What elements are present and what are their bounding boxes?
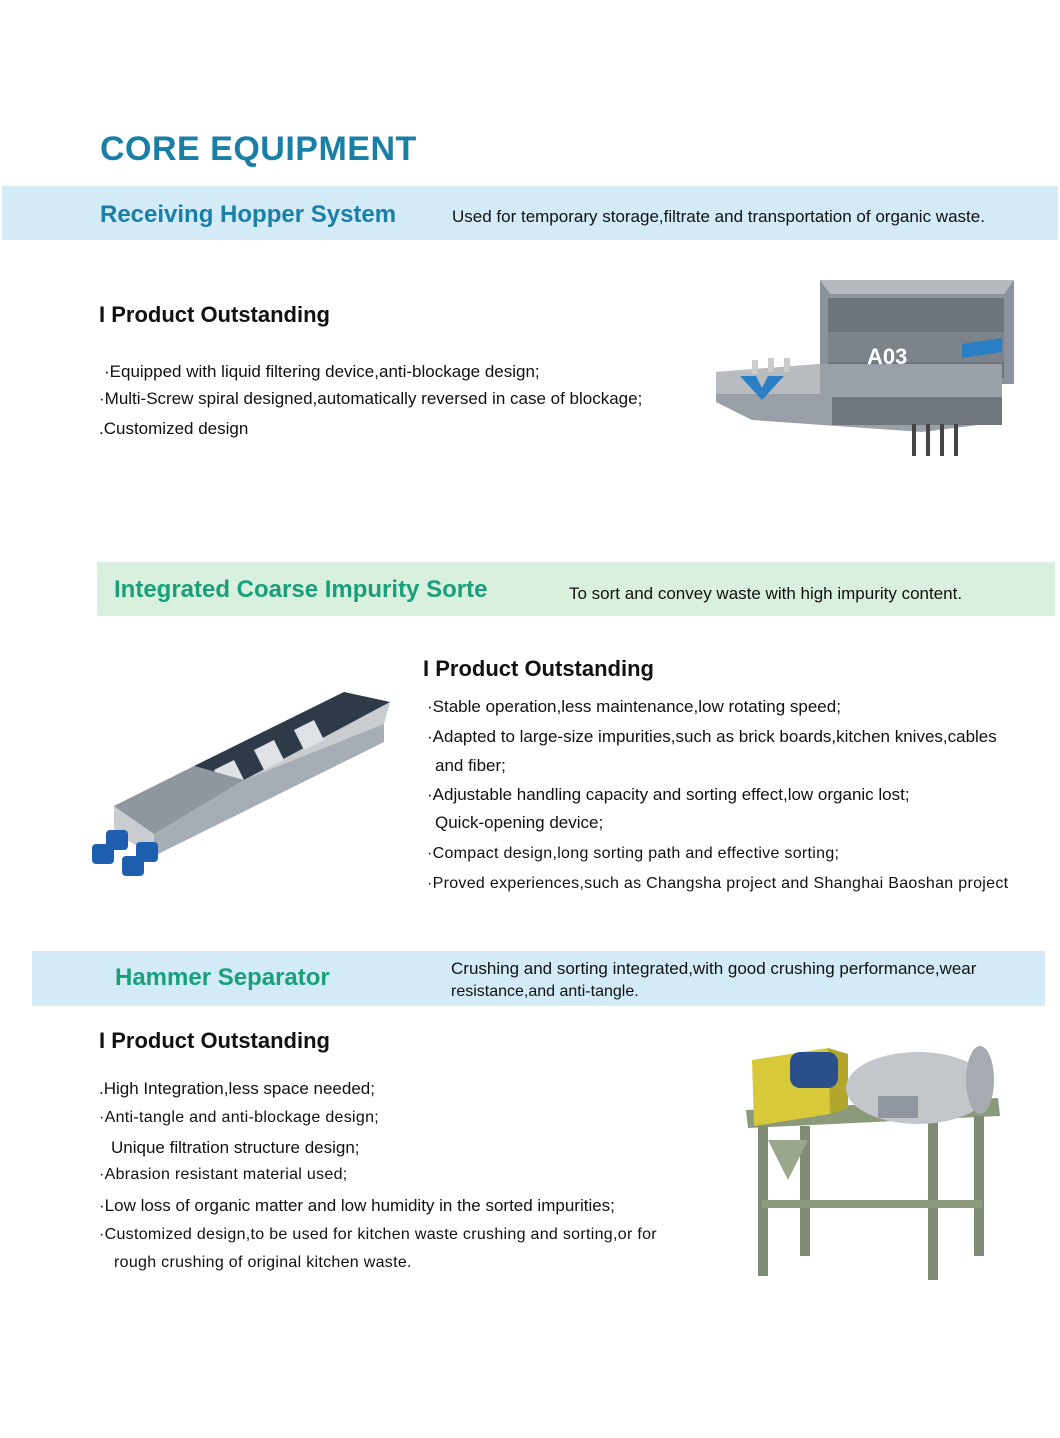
product-outstanding-heading: I Product Outstanding [423,656,654,681]
feature-line: ·Stable operation,less maintenance,low rotating speed; [427,697,841,716]
feature-line: ·Adjustable handling capacity and sorting effect,low organic lost; [427,785,910,804]
feature-line: ·Equipped with liquid filtering device,anti-blockage design; [104,362,540,381]
feature-line: ·Anti-tangle and anti-blockage design; [99,1109,380,1126]
product-outstanding-heading: I Product Outstanding [99,302,330,327]
coarse-impurity-sorter-image [84,684,394,894]
feature-line: .High Integration,less space needed; [99,1079,375,1098]
product-outstanding-heading: I Product Outstanding [99,1028,330,1053]
section-title-receiving-hopper: Receiving Hopper System [100,201,397,228]
feature-line: and fiber; [435,756,506,775]
section-description: To sort and convey waste with high impurity content. [569,584,963,603]
feature-line: ·Compact design,long sorting path and effective sorting; [427,845,840,862]
section-description: Used for temporary storage,filtrate and transportation of organic waste. [452,207,985,226]
feature-line: ·Abrasion resistant material used; [99,1166,348,1183]
section-description: resistance,and anti-tangle. [451,983,639,1000]
feature-line: .Customized design [99,419,249,438]
page-title: CORE EQUIPMENT [100,130,417,168]
section-description: Crushing and sorting integrated,with good crushing performance,wear [451,959,977,978]
feature-line: ·Customized design,to be used for kitchen waste crushing and sorting,or for [99,1226,657,1243]
feature-line: Quick-opening device; [435,813,604,832]
feature-line: ·Proved experiences,such as Changsha project and Shanghai Baoshan project [427,875,1009,892]
feature-line: rough crushing of original kitchen waste. [114,1254,412,1271]
receiving-hopper-image [712,272,1022,467]
feature-line: Unique filtration structure design; [111,1138,360,1157]
section-title-coarse-impurity: Integrated Coarse Impurity Sorte [114,576,488,603]
hopper-label: A03 [867,344,908,369]
feature-line: ·Low loss of organic matter and low humidity in the sorted impurities; [99,1196,615,1215]
section-title-hammer-separator: Hammer Separator [115,964,330,991]
feature-line: ·Adapted to large-size impurities,such as brick boards,kitchen knives,cables [427,727,997,746]
hammer-separator-image [738,1030,1018,1285]
feature-line: ·Multi-Screw spiral designed,automatically reversed in case of blockage; [99,389,643,408]
